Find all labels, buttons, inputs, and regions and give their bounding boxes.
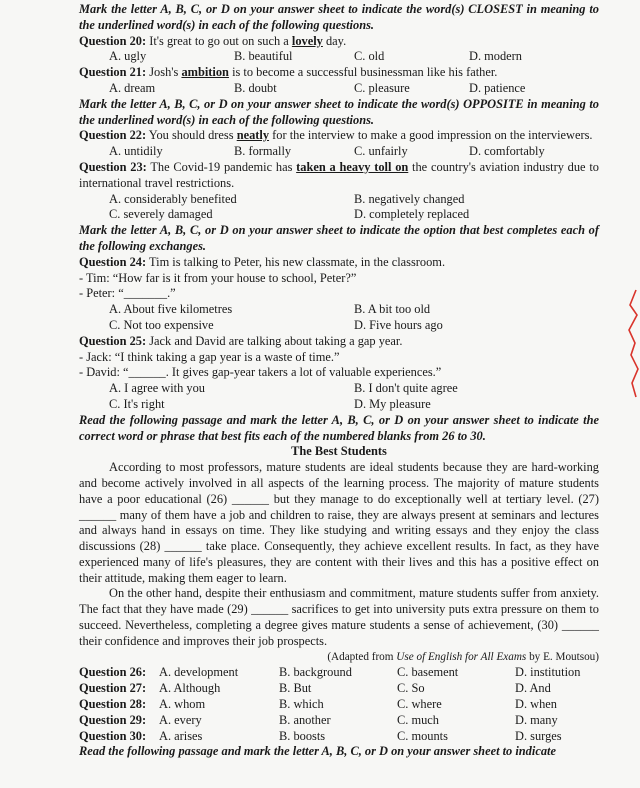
option-b: B. A bit too old [354,302,431,317]
option-a: A. development [159,665,239,680]
option-d: D. when [515,697,557,712]
question-label: Question 21: [79,65,147,80]
option-c: C. unfairly [354,144,408,159]
passage-paragraph-2: On the other hand, despite their enthusiasm and commitment, mature students suffer from anxiety. The fact that they have made (29) ______ sacrifices to get into university puts extra pressure on them to succeed. Nevertheless, completing a degree gives mature students a sense of achievement, (30) ______ their confidence and improves their job prospects. [79,586,599,648]
underlined-word: neatly [236,128,270,143]
options-24-row1 [79,302,599,318]
option-a: A. every [159,712,202,727]
option-d: D. patience [469,80,526,95]
question-label: Question 27: [79,681,147,696]
option-d: D. many [515,712,558,727]
section-instruction: Read the following passage and mark the letter A, B, C, or D on your answer sheet to indicate the correct word or phrase that best fits each of the numbered blanks from 26 to 30. [79,412,599,443]
question-label: Question 30: [79,728,147,743]
question-label: Question 26: [79,665,147,680]
option-b: B. I don't quite agree [354,381,458,396]
option-a: A. untidily [109,144,163,159]
option-c: C. much [397,712,439,727]
option-c: C. It's right [109,396,165,411]
option-d: D. surges [515,728,562,743]
options-23-row2 [79,207,599,223]
option-d: D. Five hours ago [354,317,443,332]
question-label: Question 28: [79,697,147,712]
option-c: C. So [397,681,425,696]
options-25-row2 [79,397,599,413]
option-d: D. And [515,681,551,696]
options-20 [79,49,599,65]
option-b: B. background [279,665,352,680]
options-21 [79,81,599,97]
option-d: D. completely replaced [354,207,470,222]
option-d: D. institution [515,665,581,680]
passage-source: (Adapted from Use of English for All Exams by E. Moutsou) [327,650,599,663]
option-a: A. arises [159,728,203,743]
section-instruction: Mark the letter A, B, C, or D on your answer sheet to indicate the word(s) CLOSEST in meaning to the underlined word(s) in each of the following questions. [79,2,599,32]
question-22: Question 22: You should dress neatly for the interview to make a good impression on the interviewers. [79,128,593,143]
section-instruction: Mark the letter A, B, C, or D on your answer sheet to indicate the word(s) OPPOSITE in meaning to the underlined word(s) in each of the following questions. [79,96,599,127]
options-23-row1 [79,192,599,208]
passage-paragraph-1: According to most professors, mature students are ideal students because they are hard-working and become actively involved in all aspects of the learning process. The majority of mature students have a poor educational (26) ______ but they manage to do exceptionally well at tertiary level. (27) ______ many of them have a job and children to raise, they are always present at seminars and lectures and always hand in essays on time. They like studying and writing essays and they enjoy the class discussions (28) ______ take place. Consequently, they achieve excellent results. In fact, as they have experienced many of life's pleasures, they are content with their lives and this has a positive effect on their attitude, making them eager to learn. [79,460,599,585]
option-a: A. ugly [109,49,147,64]
question-label: Question 29: [79,712,147,727]
option-b: B. boosts [279,728,326,743]
underlined-phrase: taken a heavy toll on [296,159,409,174]
dialogue-line: - David: “______. It gives gap-year takers a lot of valuable experiences.” [79,365,442,380]
section-instruction: Mark the letter A, B, C, or D on your answer sheet to indicate the option that best completes each of the following exchanges. [79,223,599,253]
option-a: A. dream [109,80,156,95]
options-24-row2 [79,318,599,334]
option-a: A. considerably benefited [109,191,237,206]
red-stamp-mark [626,285,640,405]
option-a: A. I agree with you [109,381,205,396]
question-25: Question 25: Jack and David are talking about taking a gap year. [79,333,403,348]
question-label: Question 20: [79,33,147,48]
option-c: C. where [397,697,442,712]
question-label: Question 24: [79,254,147,269]
dialogue-line: - Peter: “_______.” [79,286,176,301]
answer-options-table [79,665,599,744]
options-22 [79,144,599,160]
underlined-word: ambition [181,65,229,80]
option-d: D. modern [469,49,522,64]
option-c: C. mounts [397,728,448,743]
question-21: Question 21: Josh's ambition is to become a successful businessman like his father. [79,65,498,80]
exam-page [79,2,599,760]
dialogue-line: - Jack: “I think taking a gap year is a waste of time.” [79,349,340,364]
option-b: B. doubt [234,80,277,95]
option-a: A. whom [159,697,206,712]
underlined-word: lovely [291,33,323,48]
option-b: B. another [279,712,331,727]
option-a: A. Although [159,681,221,696]
option-c: C. basement [397,665,459,680]
question-label: Question 22: [79,128,147,143]
question-label: Question 23: [79,159,147,174]
dialogue-line: - Tim: “How far is it from your house to school, Peter?” [79,270,357,285]
question-20: Question 20: It's great to go out on such a lovely day. [79,33,347,48]
option-a: A. About five kilometres [109,302,233,317]
passage-title: The Best Students [291,444,387,459]
question-label: Question 25: [79,333,147,348]
option-b: B. beautiful [234,49,293,64]
option-d: D. comfortably [469,144,545,159]
option-b: B. formally [234,144,292,159]
question-23: Question 23: The Covid-19 pandemic has taken a heavy toll on the country's aviation industry due to international travel restrictions. [79,159,599,190]
option-c: C. old [354,49,385,64]
option-b: B. which [279,697,324,712]
option-b: B. But [279,681,312,696]
option-c: C. pleasure [354,80,410,95]
section-instruction: Read the following passage and mark the letter A, B, C, or D on your answer sheet to indicate [79,744,556,759]
question-24: Question 24: Tim is talking to Peter, his new classmate, in the classroom. [79,254,446,269]
option-c: C. Not too expensive [109,317,214,332]
options-25-row1 [79,381,599,397]
option-c: C. severely damaged [109,207,213,222]
option-d: D. My pleasure [354,396,431,411]
option-b: B. negatively changed [354,191,465,206]
